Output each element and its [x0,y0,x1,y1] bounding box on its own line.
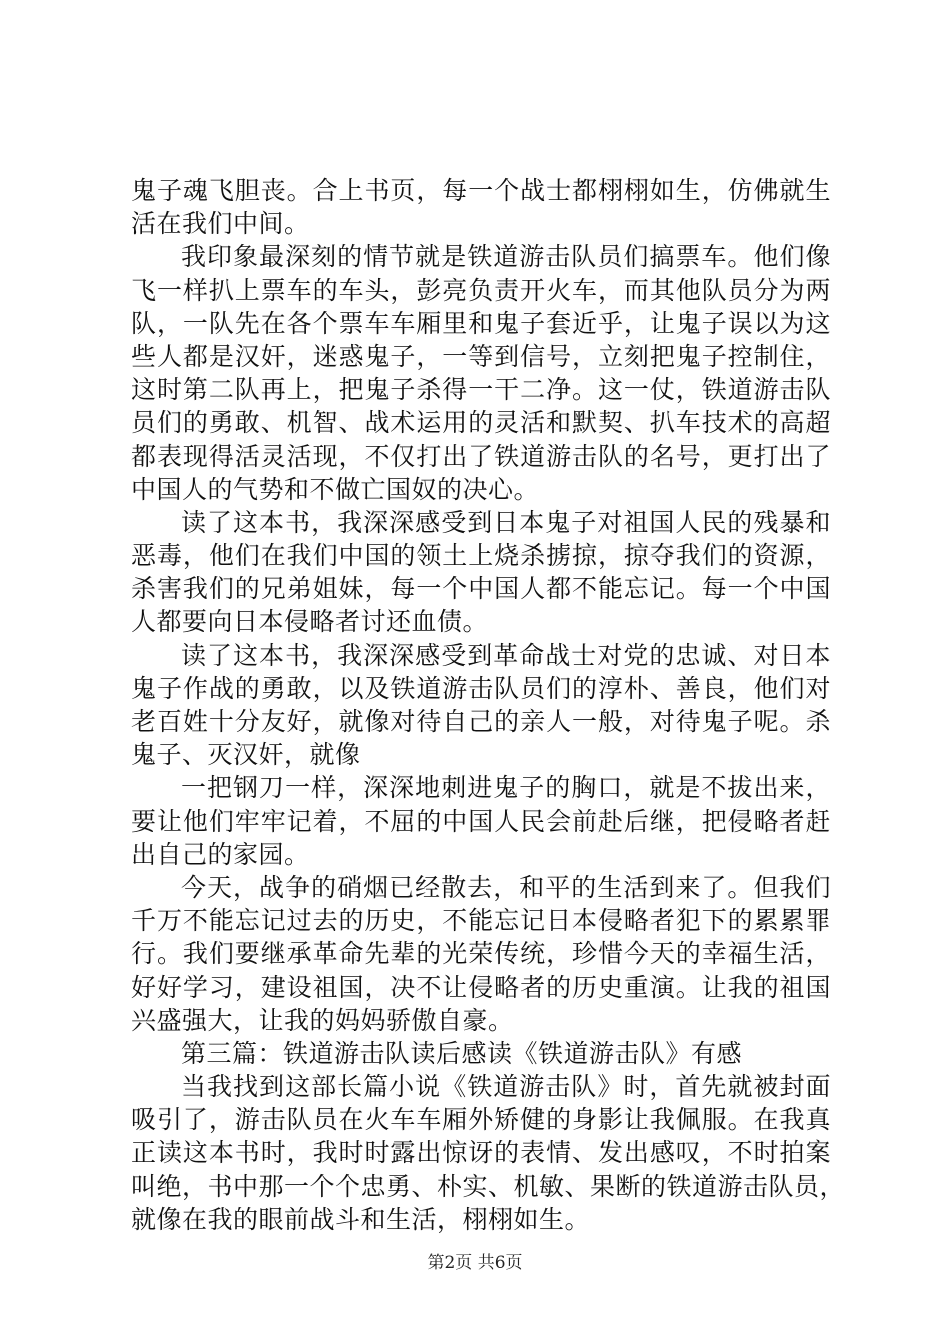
body-text [131,174,846,1236]
text-line: 些人都是汉奸，迷惑鬼子，一等到信号，立刻把鬼子控制住， [131,341,831,371]
text-line: 出自己的家园。 [131,839,310,869]
page-number-label: 第2页 共6页 [427,1253,523,1273]
page-footer [0,1248,950,1273]
text-line: 这时第二队再上，把鬼子杀得一干二净。这一仗，铁道游击队 [131,375,831,405]
text-line: 叫绝，书中那一个个忠勇、朴实、机敏、果断的铁道游击队员， [131,1171,846,1201]
text-line: 一把钢刀一样，深深地刺进鬼子的胸口，就是不拔出来， [181,773,831,803]
text-line: 飞一样扒上票车的车头，彭亮负责开火车，而其他队员分为两 [131,275,831,305]
text-line: 人都要向日本侵略者讨还血债。 [131,607,489,637]
text-line: 要让他们牢牢记着，不屈的中国人民会前赴后继，把侵略者赶 [131,806,831,836]
text-line: 活在我们中间。 [131,209,310,239]
text-line: 读了这本书，我深深感受到革命战士对党的忠诚、对日本 [181,640,831,670]
text-line: 鬼子作战的勇敢，以及铁道游击队员们的淳朴、善良，他们对 [131,673,831,703]
text-line: 我印象最深刻的情节就是铁道游击队员们搞票车。他们像 [181,242,831,272]
text-line: 吸引了，游击队员在火车车厢外矫健的身影让我佩服。在我真 [131,1105,831,1135]
text-line: 行。我们要继承革命先辈的光荣传统，珍惜今天的幸福生活， [131,939,831,969]
text-line: 正读这本书时，我时时露出惊讶的表情、发出感叹，不时拍案 [131,1138,831,1168]
text-line: 都表现得活灵活现，不仅打出了铁道游击队的名号，更打出了 [131,441,831,471]
text-line: 就像在我的眼前战斗和生活，栩栩如生。 [131,1204,591,1234]
text-line: 今天，战争的硝烟已经散去，和平的生活到来了。但我们 [181,872,831,902]
text-line: 恶毒，他们在我们中国的领土上烧杀掳掠，掠夺我们的资源， [131,541,831,571]
text-line: 老百姓十分友好，就像对待自己的亲人一般，对待鬼子呢。杀 [131,707,831,736]
text-line: 员们的勇敢、机智、战术运用的灵活和默契、扒车技术的高超 [131,408,831,438]
text-line: 兴盛强大，让我的妈妈骄傲自豪。 [131,1005,514,1035]
text-line: 杀害我们的兄弟姐妹，每一个中国人都不能忘记。每一个中国 [131,574,831,604]
text-line: 鬼子魂飞胆丧。合上书页，每一个战士都栩栩如生，仿佛就生 [131,176,831,205]
text-line: 第三篇：铁道游击队读后感读《铁道游击队》有感 [181,1038,743,1068]
text-line: 鬼子、灭汉奸，就像 [131,740,361,770]
text-line: 读了这本书，我深深感受到日本鬼子对祖国人民的残暴和 [181,507,831,537]
text-line: 队，一队先在各个票车车厢里和鬼子套近乎，让鬼子误以为这 [131,308,831,338]
text-line: 中国人的气势和不做亡国奴的决心。 [131,474,540,504]
text-line: 好好学习，建设祖国，决不让侵略者的历史重演。让我的祖国 [131,972,831,1002]
text-line: 当我找到这部长篇小说《铁道游击队》时，首先就被封面 [181,1072,831,1102]
text-line: 千万不能忘记过去的历史，不能忘记日本侵略者犯下的累累罪 [131,906,831,936]
